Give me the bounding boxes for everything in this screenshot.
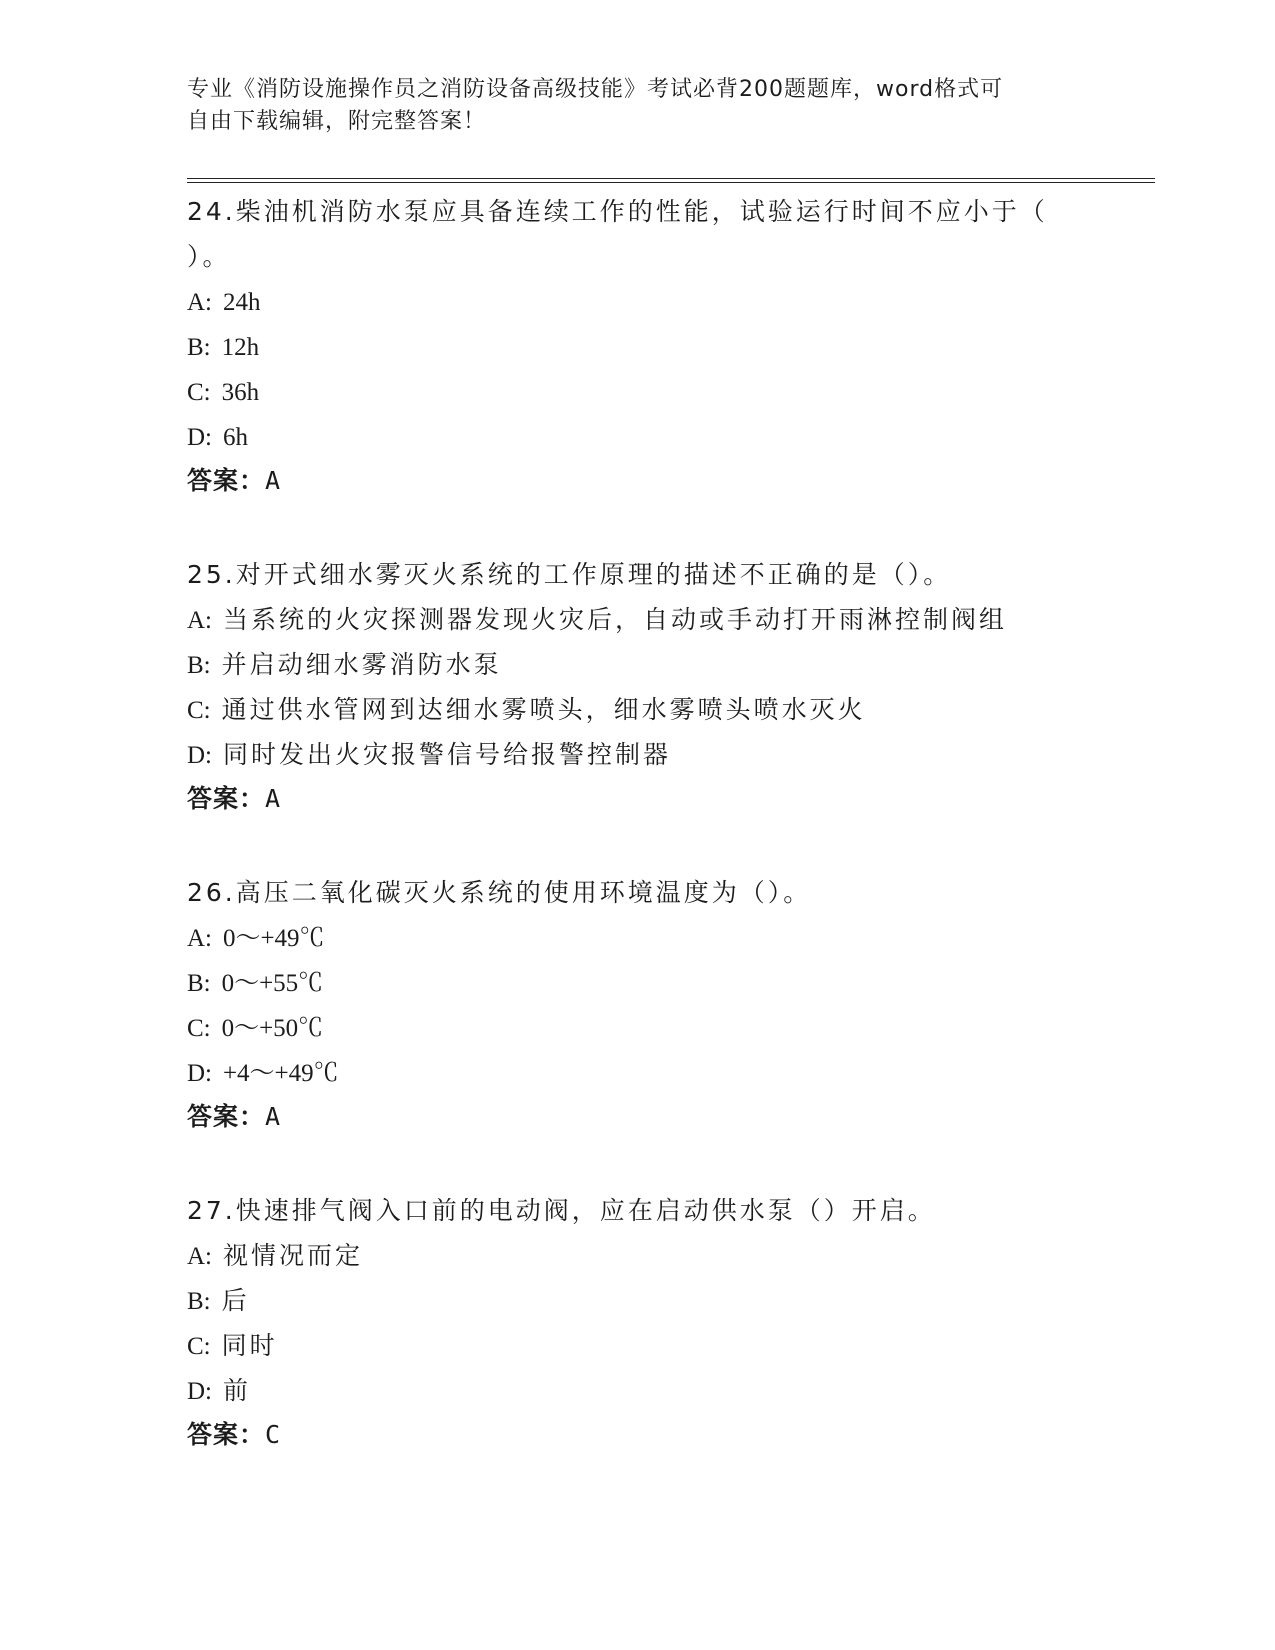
question-27 [187,1188,1087,1457]
option-label: A: [187,607,212,634]
answer-line [187,459,1087,503]
option-label: A: [187,925,212,952]
question-list [187,188,1087,1457]
option-text: 并启动细水雾消防水泵 [221,650,502,679]
option-text: 当系统的火灾探测器发现火灾后，自动或手动打开雨淋控制阀组 [222,605,1007,634]
answer-value: C [265,1420,282,1449]
option-text: 同时发出火灾报警信号给报警控制器 [222,740,671,769]
answer-line [187,1095,1087,1139]
answer-value: A [265,1102,282,1131]
header-line-1: 专业《消防设施操作员之消防设备高级技能》考试必背200题题库，word格式可 [187,77,1004,102]
option-text: +4～+49℃ [222,1060,339,1087]
option-text: 12h [221,334,260,361]
option-text: 0～+49℃ [222,925,325,952]
option-text: 后 [221,1286,250,1315]
question-26 [187,870,1087,1139]
option-label: D: [187,742,212,769]
answer-value: A [265,784,282,813]
option-text: 0～+55℃ [221,970,324,997]
option-a [187,915,1087,960]
option-label: A: [187,1243,212,1270]
option-c [187,369,1087,414]
option-text: 24h [222,289,261,316]
option-label: B: [187,652,211,679]
answer-value: A [265,466,282,495]
answer-label: 答案： [187,784,266,813]
option-text: 0～+50℃ [221,1015,324,1042]
header-divider-top [187,178,1155,179]
option-b [187,324,1087,369]
option-c [187,1005,1087,1050]
option-text: 36h [221,379,260,406]
option-label: B: [187,334,211,361]
spacer [187,821,1087,869]
spacer [187,503,1087,551]
question-text: 25.对开式细水雾灭火系统的工作原理的描述不正确的是（）。 [187,560,952,589]
answer-label: 答案： [187,1102,266,1131]
option-a [187,279,1087,324]
option-label: A: [187,289,212,316]
option-d [187,1368,1087,1413]
option-c [187,687,1087,732]
question-text: 27.快速排气阀入口前的电动阀，应在启动供水泵（）开启。 [187,1196,936,1225]
option-a [187,1233,1087,1278]
option-d [187,732,1087,777]
option-label: C: [187,1015,211,1042]
spacer [187,1139,1087,1187]
question-25 [187,552,1087,821]
option-text: 同时 [221,1331,278,1360]
option-text: 6h [222,424,248,451]
question-text: 26.高压二氧化碳灭火系统的使用环境温度为（）。 [187,878,812,907]
option-b [187,642,1087,687]
option-d [187,414,1087,459]
answer-label: 答案： [187,1420,266,1449]
option-label: C: [187,697,211,724]
answer-label: 答案： [187,466,266,495]
answer-line [187,777,1087,821]
option-d [187,1050,1087,1095]
option-label: D: [187,424,212,451]
option-b [187,1278,1087,1323]
question-text: 24.柴油机消防水泵应具备连续工作的性能，试验运行时间不应小于（ ）。 [187,197,1048,271]
question-24 [187,189,1087,503]
option-text: 通过供水管网到达细水雾喷头，细水雾喷头喷水灭火 [221,695,866,724]
option-label: C: [187,1333,211,1360]
document-header [187,74,1087,138]
option-c [187,1323,1087,1368]
option-text: 视情况而定 [222,1241,363,1270]
option-b [187,960,1087,1005]
option-label: B: [187,1288,211,1315]
header-line-2: 自由下载编辑，附完整答案！ [187,109,487,134]
option-label: C: [187,379,211,406]
answer-line [187,1413,1087,1457]
option-label: D: [187,1378,212,1405]
option-text: 前 [222,1376,251,1405]
option-a [187,597,1087,642]
option-label: D: [187,1060,212,1087]
header-divider-bottom [187,182,1155,183]
option-label: B: [187,970,211,997]
